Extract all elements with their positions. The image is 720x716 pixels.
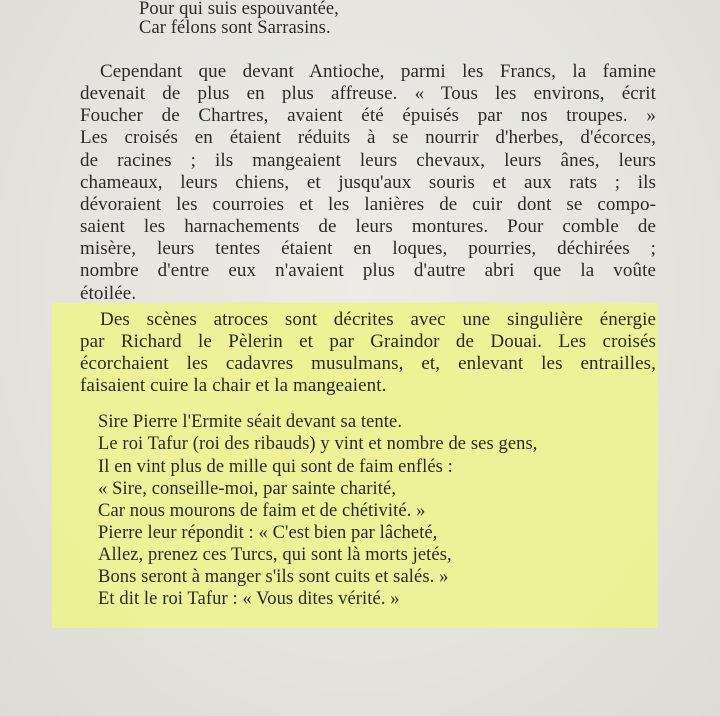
top-verse-line-2: Car félons sont Sarrasins. — [139, 18, 331, 38]
paragraph-1-line-5: de racines ; ils mangeaient leurs chevaux, leurs ânes, leurs — [80, 150, 656, 171]
verse-line-9: Et dit le roi Tafur : « Vous dites vérité. » — [98, 589, 400, 609]
paragraph-2-line-2: par Richard le Pèlerin et par Graindor de Douai. Les croisés — [80, 331, 656, 352]
paragraph-1-line-11: étoilée. — [80, 283, 137, 304]
paragraph-1-line-10: nombre d'entre eux n'avaient plus d'autre abri que la voûte — [80, 260, 656, 281]
verse-line-5: Car nous mourons de faim et de chétivité. » — [98, 501, 426, 521]
paragraph-1-line-4: Les croisés en étaient réduits à se nourrir d'herbes, d'écorces, — [80, 127, 656, 148]
verse-line-8: Bons seront à manger s'ils sont cuits et salés. » — [98, 567, 449, 587]
verse-line-6: Pierre leur répondit : « C'est bien par lâcheté, — [98, 523, 438, 543]
paragraph-1-line-2: devenait de plus en plus affreuse. « Tous les environs, écrit — [80, 83, 656, 104]
paragraph-1-line-3: Foucher de Chartres, avaient été épuisés par nos troupes. » — [80, 105, 656, 126]
paragraph-2-line-1: Des scènes atroces sont décrites avec une singulière énergie — [100, 309, 656, 330]
paragraph-1-line-9: misère, leurs tentes étaient en loques, pourries, déchirées ; — [80, 238, 656, 259]
verse-line-2: Le roi Tafur (roi des ribauds) y vint et nombre de ses gens, — [98, 434, 538, 454]
verse-line-4: « Sire, conseille-moi, par sainte charité, — [98, 479, 397, 499]
paragraph-1-line-8: saient les harnachements de leurs montures. Pour comble de — [80, 216, 656, 237]
top-verse-line-1: Pour qui suis espouvantée, — [139, 0, 339, 19]
paragraph-2-line-4: faisaient cuire la chair et la mangeaient. — [80, 375, 387, 396]
verse-line-1: Sire Pierre l'Ermite séait devant sa tente. — [98, 412, 403, 432]
paragraph-1-line-6: chameaux, leurs chiens, et jusqu'aux souris et aux rats ; ils — [80, 172, 656, 193]
verse-line-7: Allez, prenez ces Turcs, qui sont là morts jetés, — [98, 545, 452, 565]
verse-line-3: Il en vint plus de mille qui sont de faim enflés : — [98, 457, 453, 477]
paragraph-1-line-7: dévoraient les courroies et les lanières de cuir dont se compo- — [80, 194, 656, 215]
paragraph-1-line-1: Cependant que devant Antioche, parmi les Francs, la famine — [100, 61, 656, 82]
paragraph-2-line-3: écorchaient les cadavres musulmans, et, enlevant les entrailles, — [80, 353, 656, 374]
